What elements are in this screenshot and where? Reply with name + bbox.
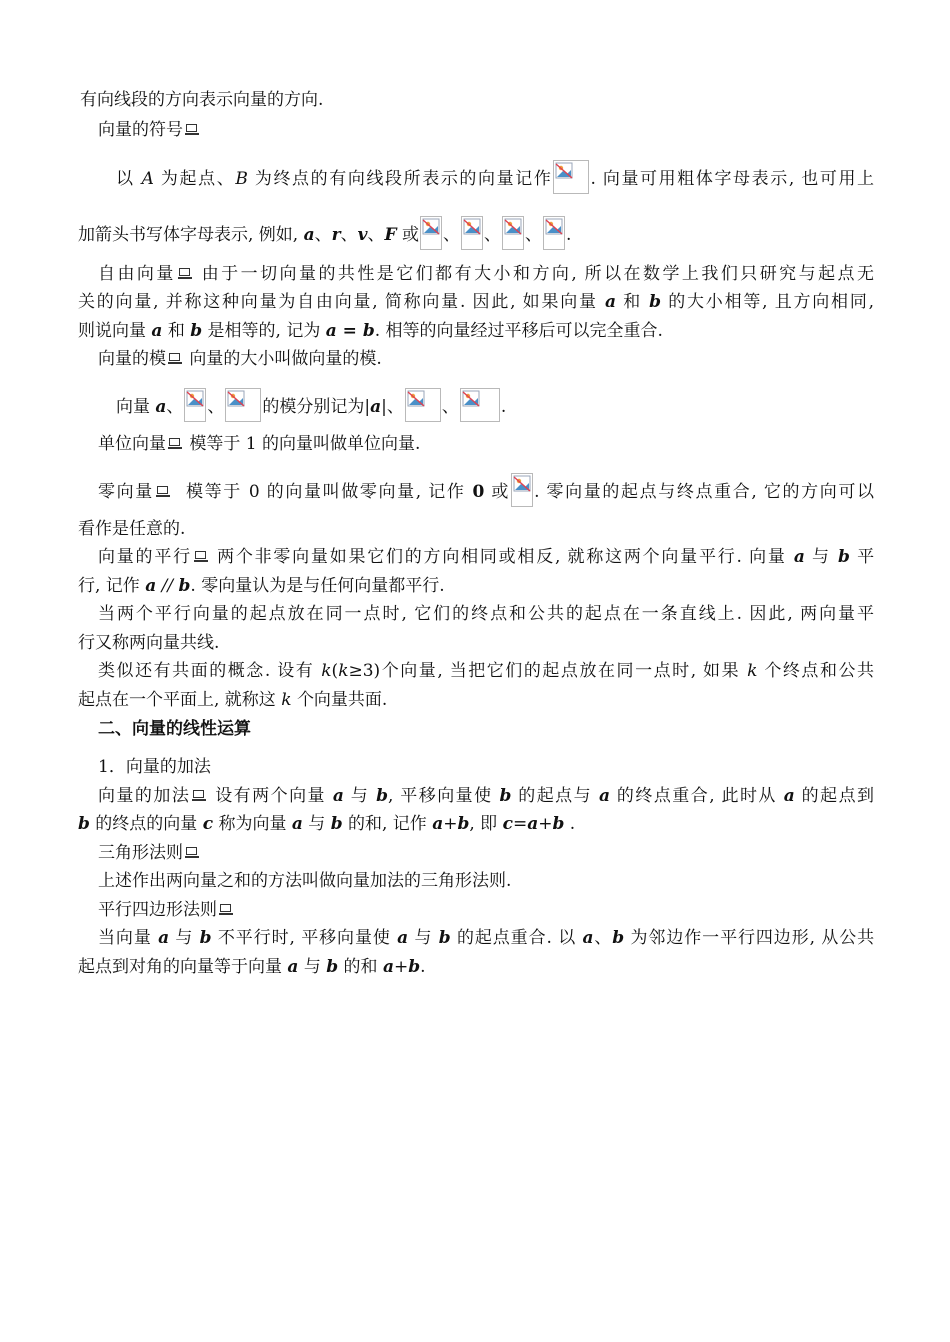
paragraph-line: 加箭头书写体字母表示, 例如, a、r、v、F 或 、 、 、 .	[78, 216, 571, 250]
paragraph-line: 起点在一个平面上, 就称这 k 个向量共面.	[78, 690, 388, 710]
paragraph-line: 类似还有共面的概念. 设有 k(k≥3)个向量, 当把它们的起点放在同一点时, 如果 k 个终点和公共	[98, 661, 875, 681]
computer-icon	[168, 353, 182, 365]
computer-icon	[185, 847, 199, 859]
paragraph-line: 则说向量 a 和 b 是相等的, 记为 a = b. 相等的向量经过平移后可以完全重合.	[78, 321, 663, 341]
term-vector-notation: 向量的符号	[98, 116, 201, 144]
paragraph-line: 关的向量, 并称这种向量为自由向量, 简称向量. 因此, 如果向量 a 和 b 的大小相等, 且方向相同,	[78, 292, 875, 312]
image-placeholder-icon	[405, 388, 441, 422]
image-placeholder-icon	[460, 388, 500, 422]
broken-image-glyph	[544, 217, 564, 237]
paragraph-line: 向量的加法 设有两个向量 a 与 b, 平移向量使 b 的起点与 a 的终点重合, 此时从 a 的起点到	[98, 786, 875, 806]
image-placeholder-icon	[225, 388, 261, 422]
paragraph-line: 向量的平行 两个非零向量如果它们的方向相同或相反, 就称这两个向量平行. 向量 a 与 b 平	[98, 547, 875, 567]
broken-image-glyph	[406, 389, 426, 409]
broken-image-glyph	[185, 389, 205, 409]
paragraph-line: b 的终点的向量 c 称为向量 a 与 b 的和, 记作 a+b, 即 c=a+b .	[78, 814, 576, 834]
section-heading: 二、向量的线性运算	[98, 719, 251, 739]
computer-icon	[168, 438, 182, 450]
subsection-heading: 1．向量的加法	[98, 757, 211, 777]
paragraph-line: 零向量 模等于 0 的向量叫做零向量, 记作 0 或 . 零向量的起点与终点重合, 它的方向可以	[98, 473, 874, 507]
broken-image-glyph	[554, 161, 574, 181]
broken-image-glyph	[462, 217, 482, 237]
broken-image-glyph	[461, 389, 481, 409]
image-placeholder-icon	[184, 388, 206, 422]
broken-image-glyph	[226, 389, 246, 409]
paragraph-line: 看作是任意的.	[78, 519, 186, 539]
term-parallelogram-rule: 平行四边形法则	[98, 896, 235, 924]
computer-icon	[219, 904, 233, 916]
paragraph-line: 以 A 为起点、B 为终点的有向线段所表示的向量记作 . 向量可用粗体字母表示, 也可用上	[116, 160, 874, 194]
paragraph-line: 向量的模 向量的大小叫做向量的模.	[98, 349, 382, 369]
broken-image-glyph	[512, 474, 532, 494]
computer-icon	[185, 124, 199, 136]
image-placeholder-icon	[502, 216, 524, 250]
image-placeholder-icon	[420, 216, 442, 250]
paragraph-line: 行又称两向量共线.	[78, 633, 220, 653]
computer-icon	[194, 551, 208, 563]
broken-image-glyph	[421, 217, 441, 237]
computer-icon	[178, 268, 192, 280]
paragraph-line: 自由向量 由于一切向量的共性是它们都有大小和方向, 所以在数学上我们只研究与起点无	[98, 264, 875, 284]
broken-image-glyph	[503, 217, 523, 237]
image-placeholder-icon	[543, 216, 565, 250]
image-placeholder-icon	[461, 216, 483, 250]
paragraph-line: 起点到对角的向量等于向量 a 与 b 的和 a+b.	[78, 957, 426, 977]
paragraph-line: 单位向量 模等于 1 的向量叫做单位向量.	[98, 434, 421, 454]
paragraph-line: 当两个平行向量的起点放在同一点时, 它们的终点和公共的起点在一条直线上. 因此, 两向量平	[98, 604, 874, 624]
image-placeholder-icon	[511, 473, 533, 507]
term-triangle-rule: 三角形法则	[98, 839, 201, 867]
paragraph-line: 当向量 a 与 b 不平行时, 平移向量使 a 与 b 的起点重合. 以 a、b 为邻边作一平行四边形, 从公共	[98, 928, 875, 948]
computer-icon	[192, 790, 206, 802]
paragraph-line: 向量 a、 、 的模分别记为|a|、 、 .	[116, 388, 506, 422]
paragraph-line: 有向线段的方向表示向量的方向.	[80, 90, 324, 110]
paragraph-line: 行, 记作 a // b. 零向量认为是与任何向量都平行.	[78, 576, 445, 596]
computer-icon	[156, 486, 170, 498]
paragraph-line: 上述作出两向量之和的方法叫做向量加法的三角形法则.	[98, 871, 512, 891]
image-placeholder-icon	[553, 160, 589, 194]
